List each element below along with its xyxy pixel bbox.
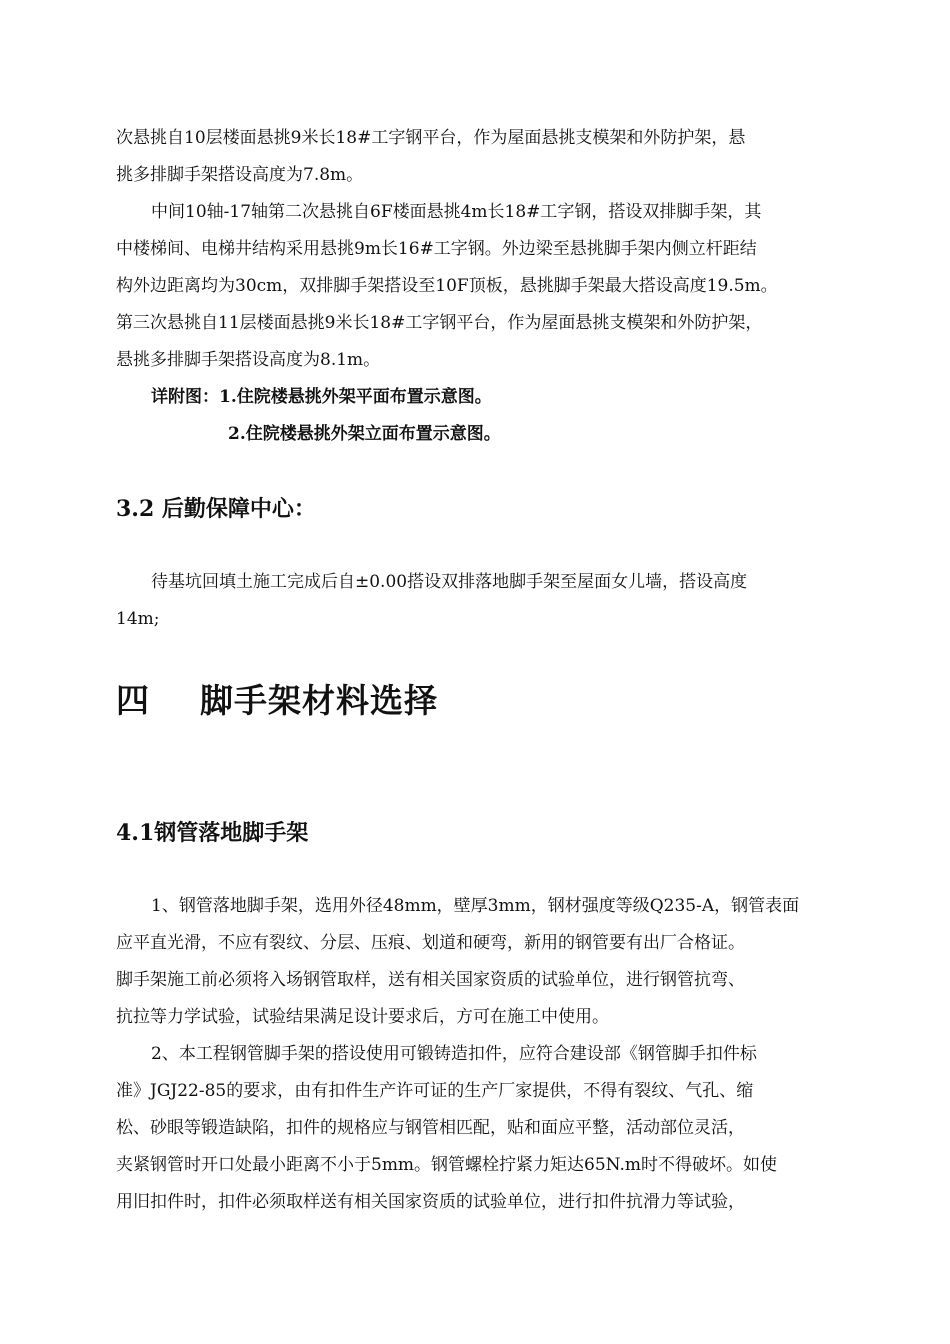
paragraph-line: 悬挑多排脚手架搭设高度为8.1m。: [116, 350, 381, 370]
paragraph-line: 脚手架施工前必须将入场钢管取样，送有相关国家资质的试验单位，进行钢管抗弯、: [116, 970, 745, 990]
paragraph-line: 准》JGJ22-85的要求，由有扣件生产许可证的生产厂家提供，不得有裂纹、气孔、缩: [116, 1081, 754, 1101]
paragraph-line: 构外边距离均为30cm，双排脚手架搭设至10F顶板，悬挑脚手架最大搭设高度19.5m。: [116, 276, 778, 296]
paragraph-line: 应平直光滑，不应有裂纹、分层、压痕、划道和硬弯，新用的钢管要有出厂合格证。: [116, 933, 745, 953]
section-heading-4-1: 4.1钢管落地脚手架: [116, 820, 309, 846]
paragraph-line: 夹紧钢管时开口处最小距离不小于5mm。钢管螺栓拧紧力矩达65N.m时不得破坏。如使: [116, 1155, 777, 1175]
paragraph-line: 挑多排脚手架搭设高度为7.8m。: [116, 165, 364, 185]
section-heading-3-2: 3.2 后勤保障中心：: [116, 496, 316, 522]
paragraph-line: 14m;: [116, 609, 160, 629]
attachment-note: 2.住院楼悬挑外架立面布置示意图。: [228, 424, 501, 444]
paragraph-line: 2、本工程钢管脚手架的搭设使用可锻铸造扣件，应符合建设部《钢管脚手扣件标: [151, 1044, 757, 1064]
paragraph-line: 用旧扣件时，扣件必须取样送有相关国家资质的试验单位，进行扣件抗滑力等试验，: [116, 1192, 745, 1212]
paragraph-line: 待基坑回填土施工完成后自±0.00搭设双排落地脚手架至屋面女儿墙，搭设高度: [151, 572, 748, 592]
paragraph-line: 1、钢管落地脚手架，选用外径48mm，壁厚3mm，钢材强度等级Q235-A，钢管表面: [151, 896, 800, 916]
paragraph-line: 中间10轴-17轴第二次悬挑自6F楼面悬挑4m长18#工字钢，搭设双排脚手架，其: [151, 202, 762, 222]
paragraph-line: 松、砂眼等锻造缺陷，扣件的规格应与钢管相匹配，贴和面应平整，活动部位灵活，: [116, 1118, 745, 1138]
paragraph-line: 次悬挑自10层楼面悬挑9米长18#工字钢平台，作为屋面悬挑支模架和外防护架，悬: [116, 128, 746, 148]
attachment-note: 详附图：1.住院楼悬挑外架平面布置示意图。: [151, 387, 492, 407]
paragraph-line: 中楼梯间、电梯井结构采用悬挑9m长16#工字钢。外边梁至悬挑脚手架内侧立杆距结: [116, 239, 757, 259]
paragraph-line: 抗拉等力学试验，试验结果满足设计要求后，方可在施工中使用。: [116, 1007, 609, 1027]
chapter-heading-4: 四 脚手架材料选择: [116, 681, 438, 720]
paragraph-line: 第三次悬挑自11层楼面悬挑9米长18#工字钢平台，作为屋面悬挑支模架和外防护架，: [116, 313, 763, 333]
